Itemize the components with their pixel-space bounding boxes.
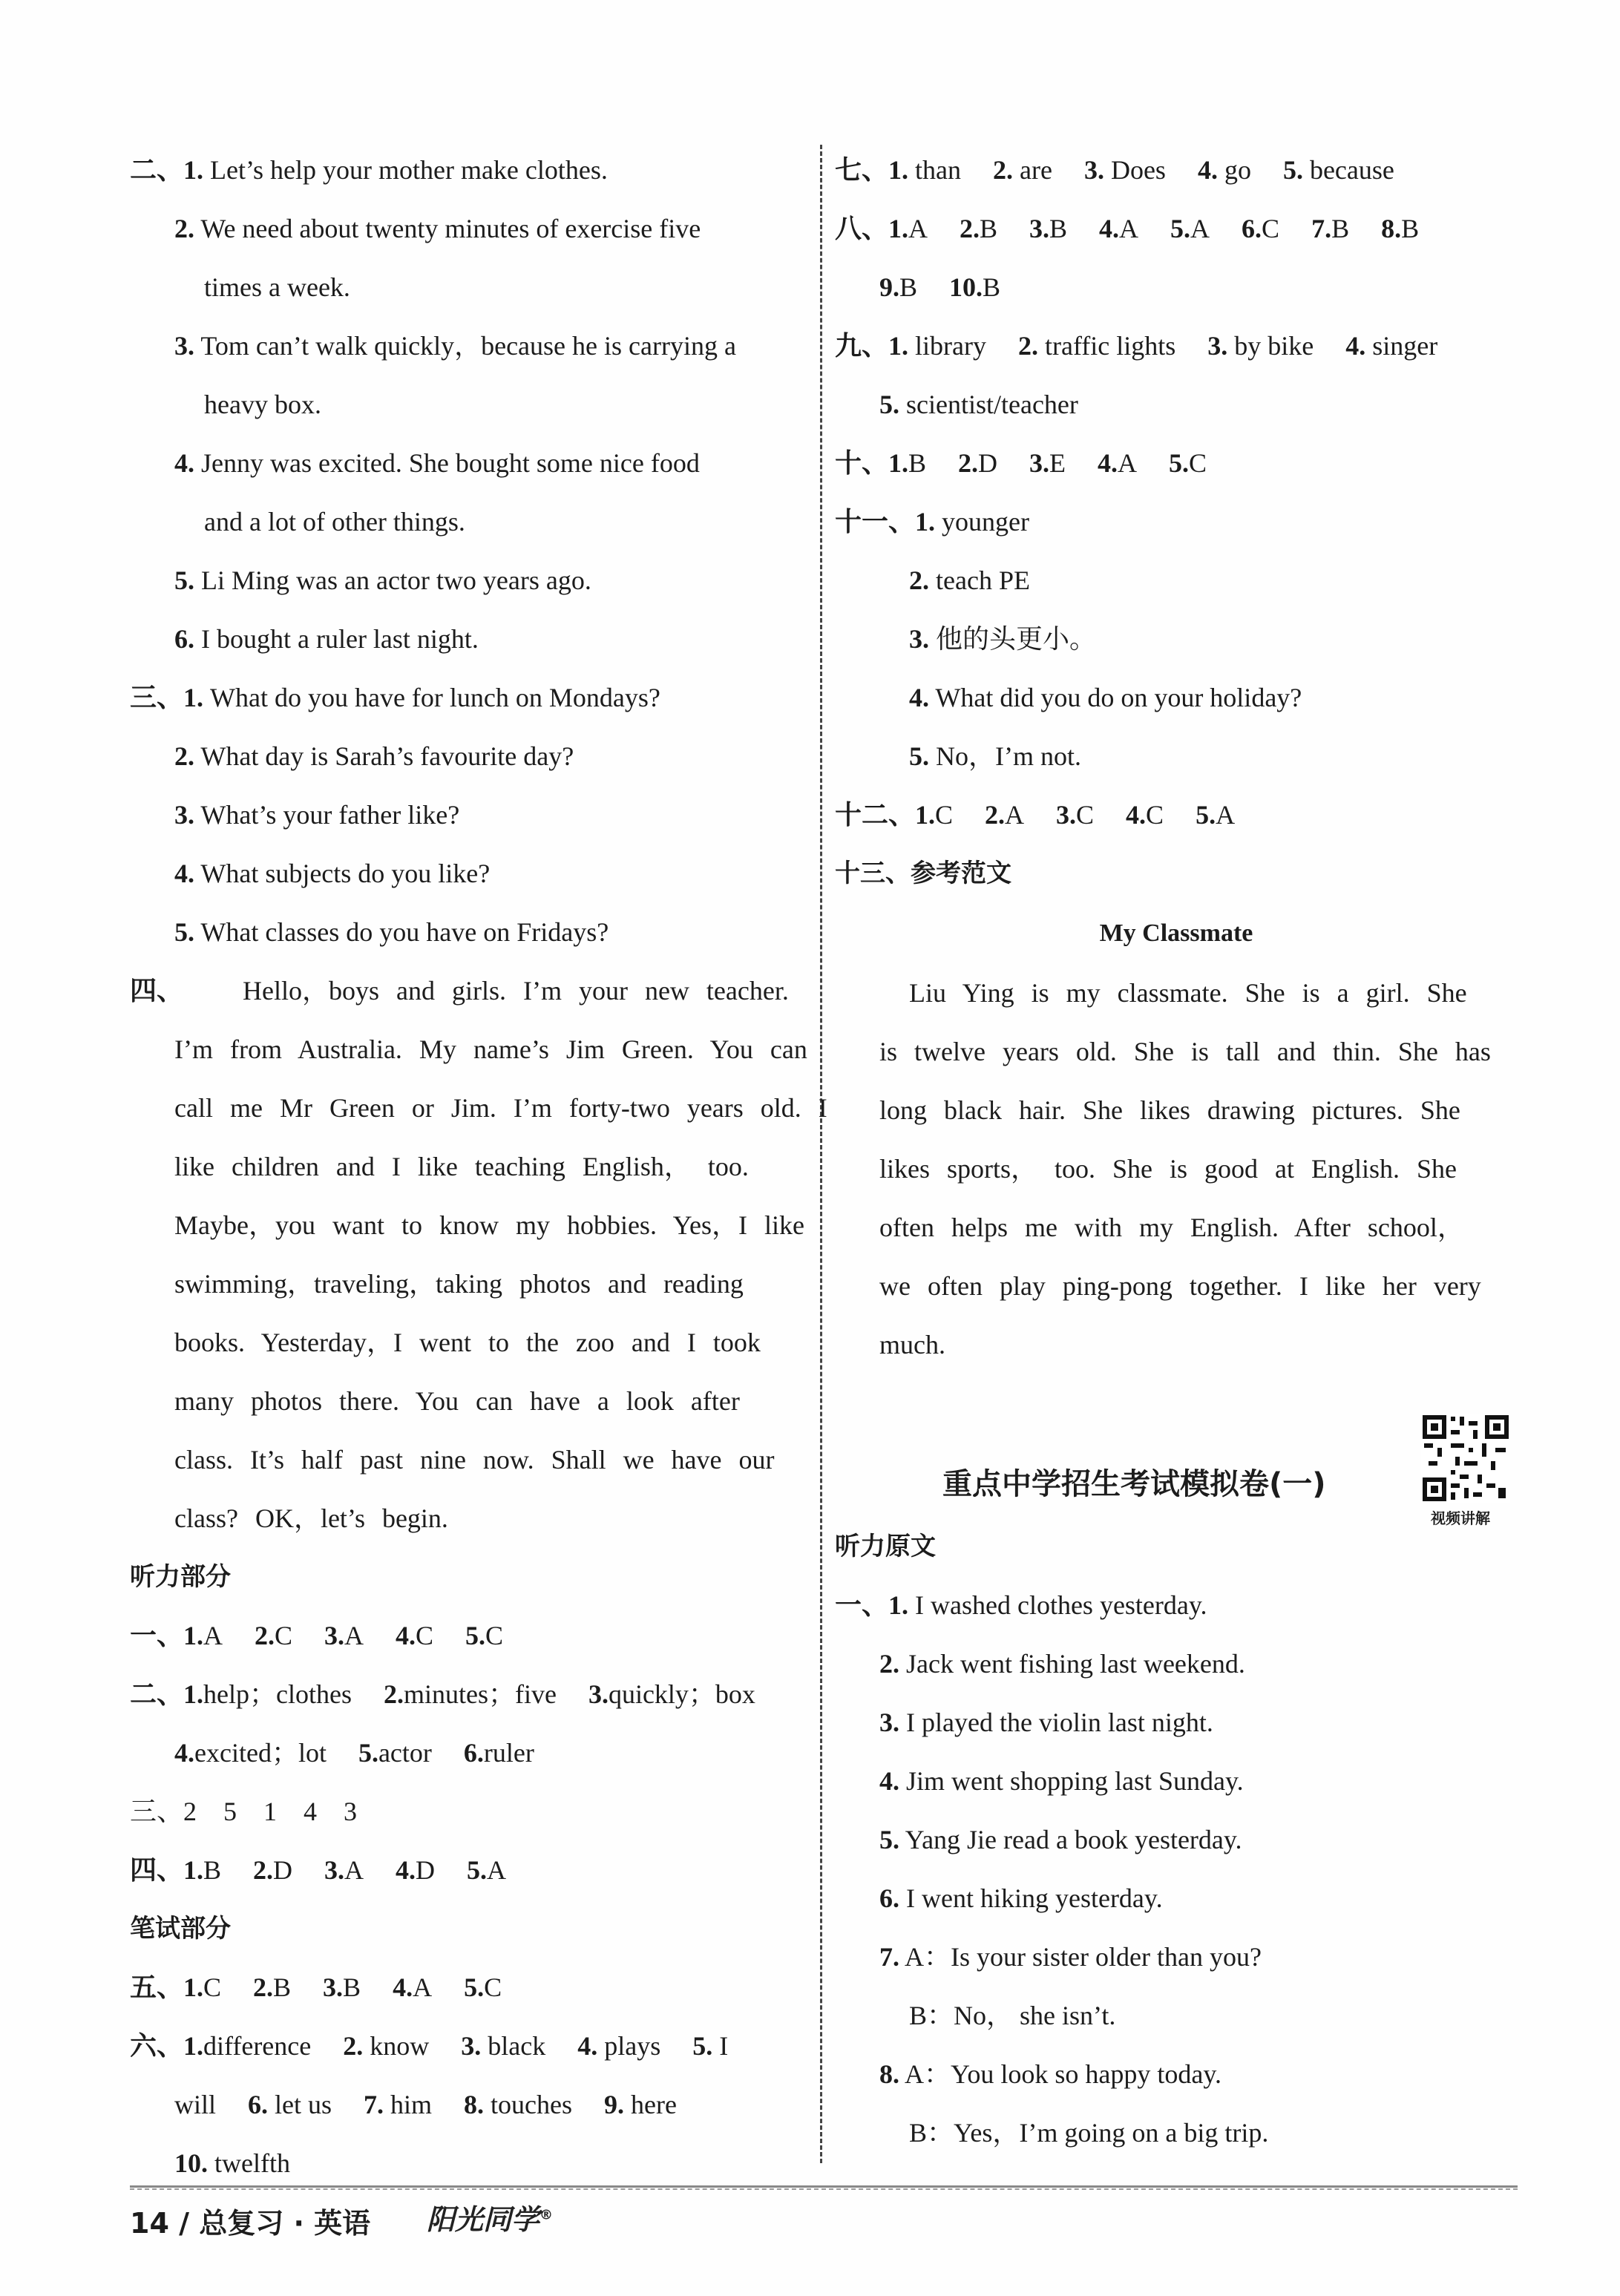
essay-line: we often play ping-pong together. I like her very: [879, 1271, 1481, 1301]
answer-text: times a week.: [204, 272, 350, 302]
item-label: 二、1.: [130, 155, 204, 185]
listening-2-row-b: 4.excited；lot 5.actor 6.ruler: [174, 1738, 534, 1768]
section-9-row-b: 5. scientist/teacher: [879, 390, 1078, 419]
answer-text: Let’s help your mother make clothes.: [210, 155, 608, 185]
answer-text: Tom can’t walk quickly，because he is carrying a: [200, 331, 736, 361]
item-label: 2.: [174, 214, 194, 243]
listening-2-row-a: 二、1.help；clothes 2.minutes；five 3.quickly；box: [130, 1679, 755, 1709]
listening-3-row: 三、2 5 1 4 3: [130, 1797, 358, 1826]
answer-text: I bought a ruler last night.: [201, 624, 479, 654]
passage-line: call me Mr Green or Jim. I’m forty-two years old. I: [174, 1093, 827, 1123]
listening-script-title: 听力原文: [835, 1532, 936, 1561]
passage-line: swimming，traveling，taking photos and reading: [174, 1269, 744, 1299]
listening-4-row: 四、1.B 2.D 3.A 4.D 5.A: [130, 1855, 507, 1885]
written-6-row-c: 10. twelfth: [174, 2148, 290, 2178]
essay-body: [835, 964, 1518, 1374]
section-9-row-a: 九、1. library 2. traffic lights 3. by bike 4. singer: [835, 331, 1438, 361]
exam-title: 重点中学招生考试模拟卷(一): [942, 1467, 1326, 1501]
answer-text: Li Ming was an actor two years ago.: [201, 565, 591, 595]
passage-line: class. It’s half past nine now. Shall we have our: [174, 1445, 775, 1475]
essay-line: often helps me with my English. After school，: [879, 1213, 1464, 1242]
qr-label: 视频讲解: [1431, 1509, 1490, 1527]
item-label: 三、1.: [130, 683, 204, 712]
answer-text: What do you have for lunch on Mondays?: [210, 683, 660, 712]
essay-title: My Classmate: [1099, 919, 1253, 947]
item-label: 4.: [174, 448, 194, 478]
written-6-row-a: 六、1.difference 2. know 3. black 4. plays 5. I: [130, 2031, 729, 2061]
right-column: [835, 141, 1518, 1374]
item-label: 4.: [174, 859, 194, 888]
item-label: 3.: [174, 331, 194, 361]
answer-text: We need about twenty minutes of exercise five: [200, 214, 701, 243]
answer-text: Jenny was excited. She bought some nice food: [201, 448, 700, 478]
essay-line: Liu Ying is my classmate. She is a girl. She: [909, 978, 1467, 1008]
item-label: 5.: [174, 565, 194, 595]
section-4-passage: [130, 962, 827, 1548]
passage-line: books. Yesterday，I went to the zoo and I took: [174, 1328, 761, 1357]
item-label: 四、: [130, 976, 184, 1006]
written-5-row: 五、1.C 2.B 3.B 4.A 5.C: [130, 1972, 502, 2002]
column-divider: [820, 145, 822, 2163]
essay-line: is twelve years old. She is tall and thin. She has: [879, 1037, 1491, 1066]
answer-text: What day is Sarah’s favourite day?: [200, 741, 574, 771]
section-8-row-a: 八、1.A 2.B 3.B 4.A 5.A 6.C 7.B 8.B: [835, 214, 1420, 243]
left-column: [130, 141, 827, 2193]
passage-line: like children and I like teaching English， too.: [174, 1152, 749, 1181]
section-8-row-b: 9.B 10.B: [879, 272, 1001, 302]
item-label: 5.: [174, 917, 194, 947]
section-10-row: 十、1.B 2.D 3.E 4.A 5.C: [835, 448, 1207, 478]
section-11-answers: 十一、1. younger 2. teach PE 3. 他的头更小。 4. What did you do on your holiday? 5. No，I’m not.: [835, 507, 1302, 771]
listening-script: 听力原文 一、1. I washed clothes yesterday. 2. Jack went fishing last weekend. 3. I played the violin last night. 4. Jim went shopping last Sunday. 5. Yang Jie read a book yesterday. 6. I went hiking yesterday. 7. A：Is your sister older than you? B：No， she isn’t. 8. A：You look so happy today. B：Yes，I’m going on a big trip.: [835, 1518, 1518, 2162]
listening-1-row: 一、1.A 2.C 3.A 4.C 5.C: [130, 1621, 504, 1650]
answer-text: What classes do you have on Fridays?: [200, 917, 609, 947]
section-7-row: 七、1. than 2. are 3. Does 4. go 5. because: [835, 155, 1394, 185]
essay-line: much.: [879, 1330, 945, 1359]
written-6-row-b: will 6. let us 7. him 8. touches 9. here: [174, 2090, 677, 2119]
passage-line: I’m from Australia. My name’s Jim Green. You can: [174, 1034, 807, 1064]
item-label: 3.: [174, 800, 194, 830]
answer-text: and a lot of other things.: [204, 507, 465, 537]
item-label: 6.: [174, 624, 194, 654]
essay-line: likes sports， too. She is good at English. She: [879, 1154, 1457, 1184]
qr-code-icon[interactable]: [1421, 1414, 1510, 1503]
section-13-label: 十三、参考范文: [835, 859, 1011, 888]
page-footer-label: 14 / 总复习 · 英语: [130, 2207, 371, 2240]
passage-line: Maybe，you want to know my hobbies. Yes，I like: [174, 1210, 804, 1240]
section-2-answers: [130, 141, 813, 669]
written-section-title: 笔试部分: [130, 1914, 231, 1944]
item-label: 2.: [174, 741, 194, 771]
section-3-answers: [130, 669, 813, 962]
passage-line: Hello，boys and girls. I’m your new teacher.: [243, 976, 789, 1006]
answer-text: What’s your father like?: [200, 800, 460, 830]
essay-line: long black hair. She likes drawing pictures. She: [879, 1095, 1460, 1125]
listening-section-title: 听力部分: [130, 1562, 231, 1592]
section-12-row: 十二、1.C 2.A 3.C 4.C 5.A: [835, 800, 1236, 830]
answer-text: What subjects do you like?: [200, 859, 491, 888]
passage-line: many photos there. You can have a look after: [174, 1386, 740, 1416]
brand-logo: 阳光同学®: [427, 2203, 554, 2236]
passage-line: class? OK，let’s begin.: [174, 1503, 448, 1533]
answer-text: heavy box.: [204, 390, 321, 419]
footer-rule: [130, 2185, 1518, 2190]
